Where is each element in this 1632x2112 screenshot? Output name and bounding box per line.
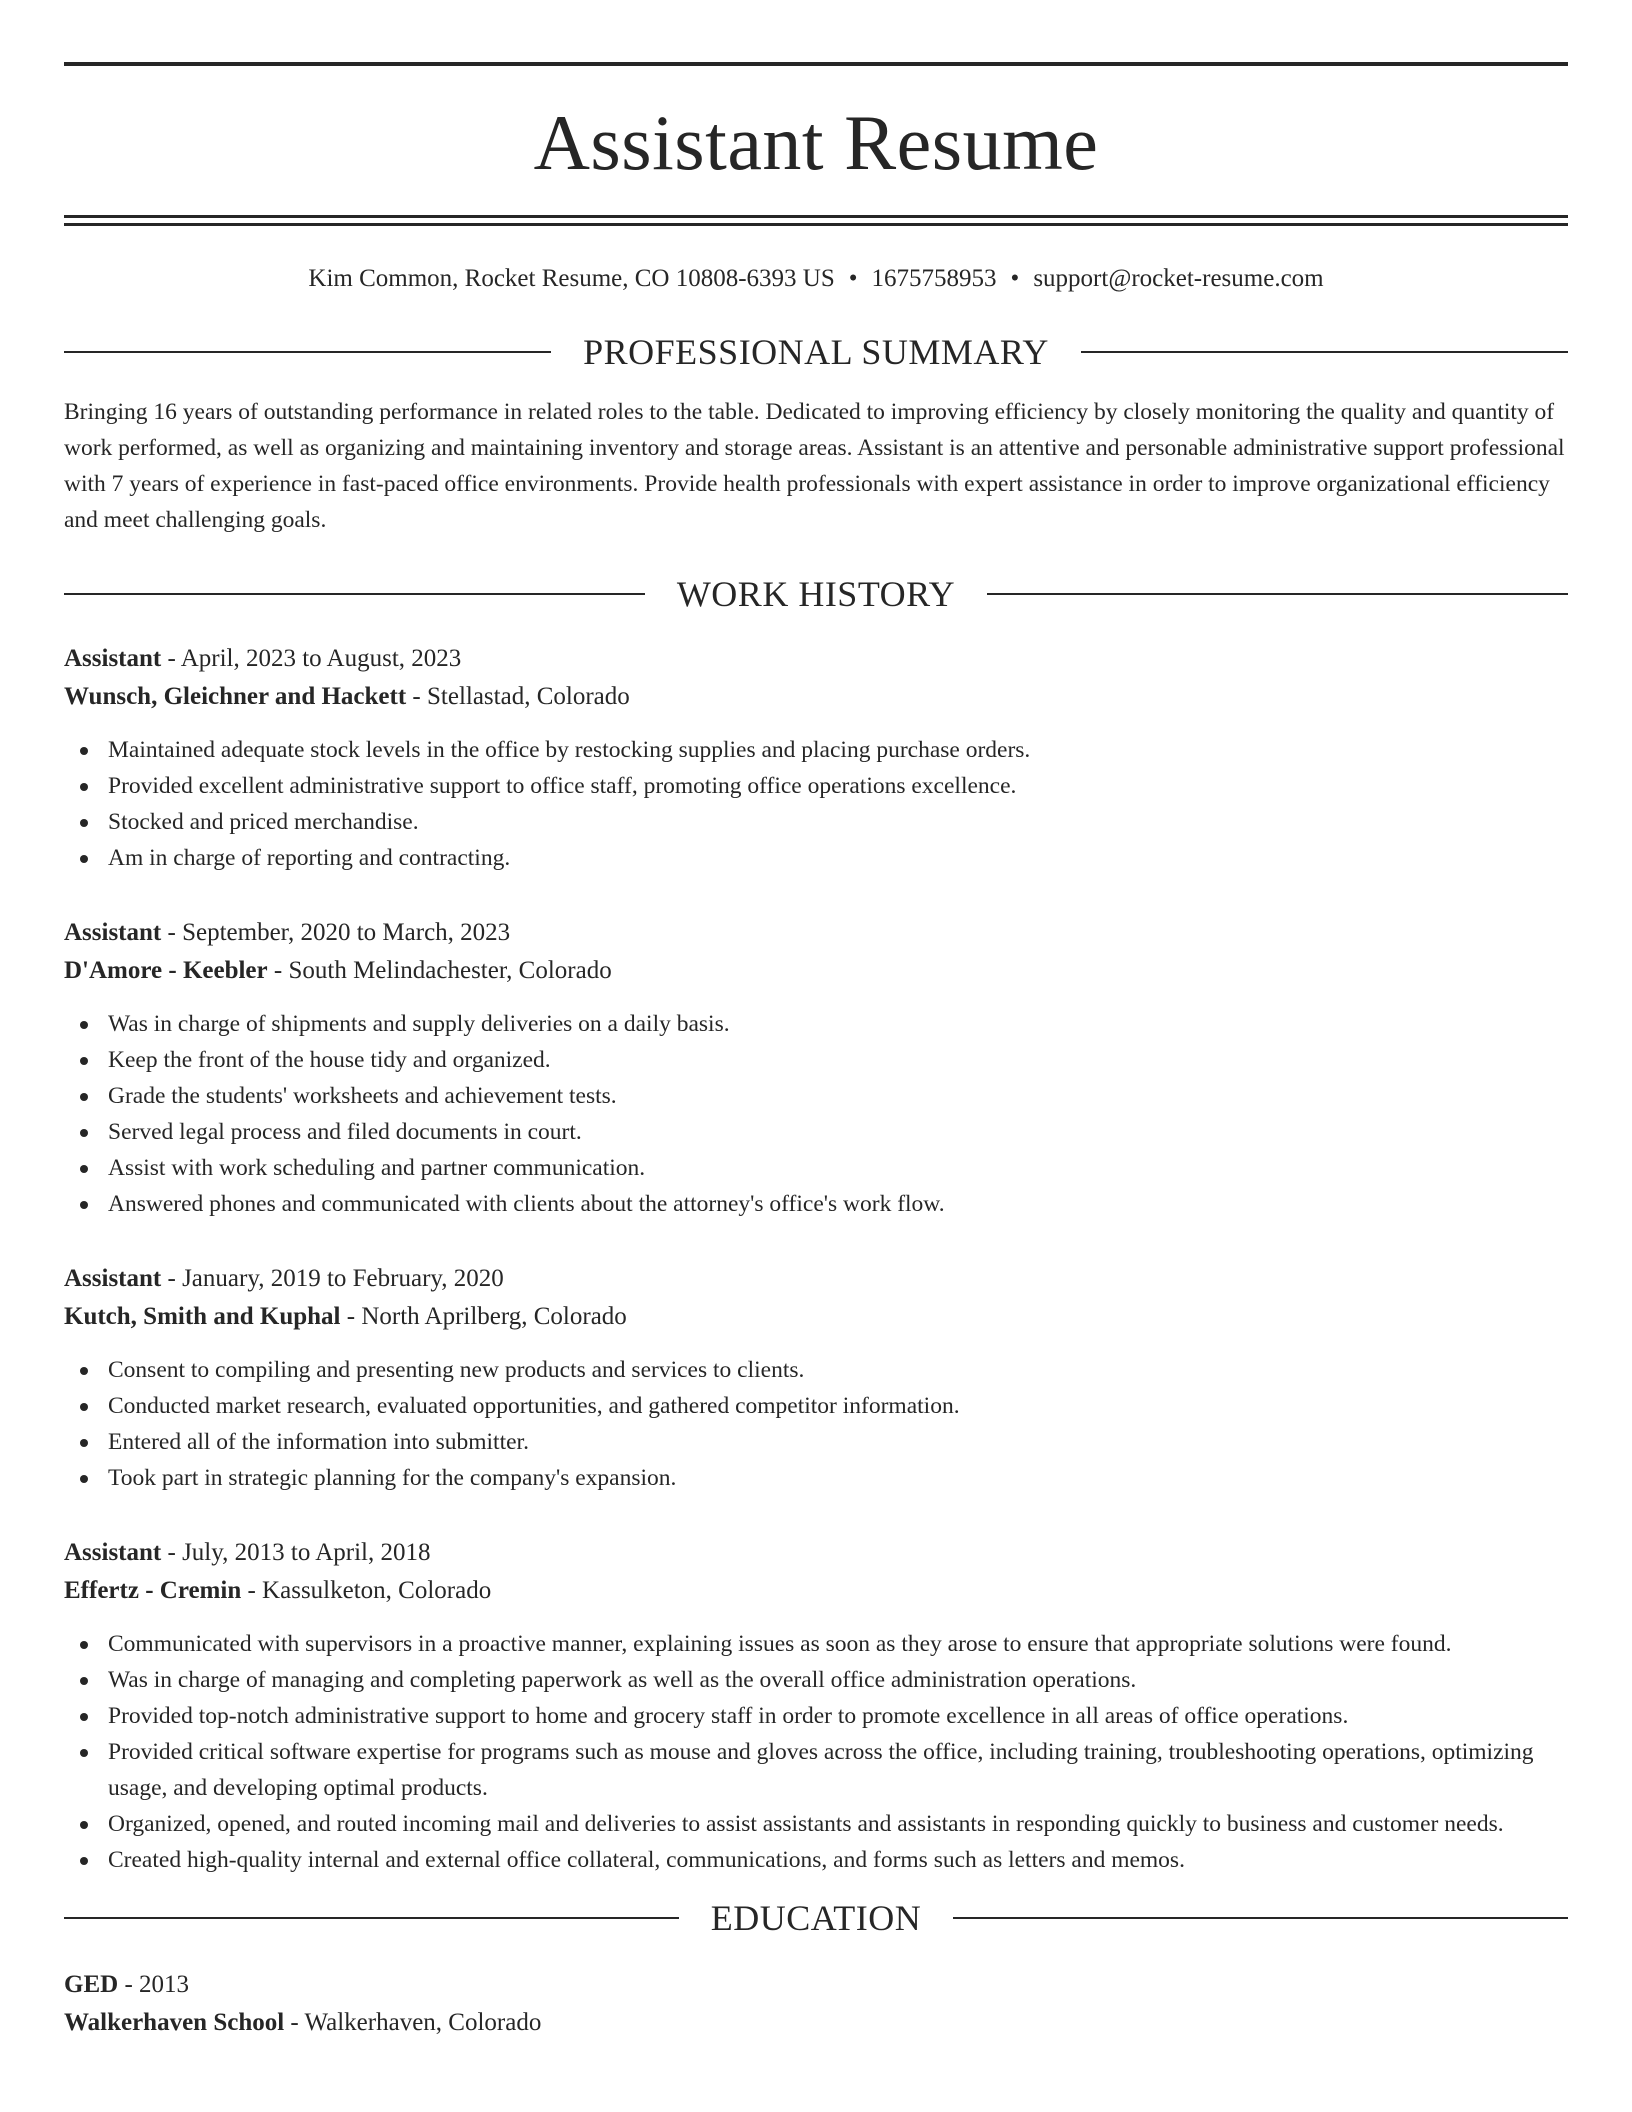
bullet-text: Served legal process and filed documents in court. [108, 1119, 582, 1145]
education-degree-line [64, 1966, 1568, 2004]
bullet-text: Grade the students' worksheets and achievement tests. [108, 1083, 617, 1109]
job-bullet [64, 1806, 1568, 1842]
contact-email: support@rocket-resume.com [1033, 265, 1324, 292]
bullet-dot [80, 1129, 88, 1137]
summary-text: Bringing 16 years of outstanding performance in related roles to the table. Dedicated to improving efficiency by closely monitoring the quality and quantity of work performed, as well as organizing and maintaining inventory and storage areas. Assistant is an attentive and personable administrative support professional with 7 years of experience in fast-paced office environments. Provide health professionals with expert assistance in order to improve organizational efficiency and meet challenging goals. [64, 399, 1565, 533]
job-bullet [64, 1186, 1568, 1222]
education-year: - 2013 [118, 1971, 190, 1998]
page-title: Assistant Resume [533, 99, 1099, 186]
job-bullet [64, 804, 1568, 840]
job-company-line [64, 952, 1568, 990]
job-company-line [64, 1572, 1568, 1610]
bullet-dot [80, 1201, 88, 1209]
summary-section-heading [64, 334, 1568, 370]
bullet-text: Was in charge of shipments and supply deliveries on a daily basis. [108, 1011, 730, 1037]
job-bullet [64, 1424, 1568, 1460]
job-dates: - July, 2013 to April, 2018 [161, 1539, 431, 1566]
bullet-text: Organized, opened, and routed incoming mail and deliveries to assist assistants and assistants in responding quickly to business and customer needs. [108, 1811, 1504, 1837]
education-section-heading [64, 1900, 1568, 1936]
bullet-dot [80, 1821, 88, 1829]
bullet-dot [80, 783, 88, 791]
bullet-text: Took part in strategic planning for the company's expansion. [108, 1465, 677, 1491]
bullet-dot [80, 1165, 88, 1173]
bullet-dot [80, 1057, 88, 1065]
job-entry [64, 914, 1568, 1222]
job-bullet [64, 1388, 1568, 1424]
work-section-heading [64, 576, 1568, 612]
job-location: - Stellastad, Colorado [406, 683, 630, 710]
heading-rule-left [64, 593, 645, 595]
job-bullet [64, 1114, 1568, 1150]
bullet-dot [80, 1713, 88, 1721]
contact-line [64, 264, 1568, 294]
job-bullet [64, 1352, 1568, 1388]
heading-rule-right [987, 593, 1568, 595]
job-entry [64, 1534, 1568, 1878]
job-location: - Kassulketon, Colorado [241, 1577, 492, 1604]
bullet-text: Provided excellent administrative support to office staff, promoting office operations excellence. [108, 773, 1017, 799]
job-bullets [64, 1006, 1568, 1222]
job-company-line [64, 678, 1568, 716]
job-company-line [64, 1298, 1568, 1336]
contact-address: Kim Common, Rocket Resume, CO 10808-6393 US [308, 265, 835, 292]
job-bullet [64, 1698, 1568, 1734]
job-bullet [64, 840, 1568, 876]
job-entry [64, 1260, 1568, 1496]
job-location: - North Aprilberg, Colorado [340, 1303, 627, 1330]
bullet-dot [80, 855, 88, 863]
bullet-dot [80, 1093, 88, 1101]
contact-separator: • [1010, 265, 1020, 292]
job-title: Assistant [64, 645, 162, 672]
contact-separator: • [848, 265, 858, 292]
education-school-line [64, 2004, 1568, 2042]
job-title-line [64, 640, 1568, 678]
job-bullet [64, 1078, 1568, 1114]
job-company: Effertz - Cremin [64, 1577, 242, 1604]
heading-rule-right [953, 1917, 1568, 1919]
bullet-text: Communicated with supervisors in a proactive manner, explaining issues as soon as they arose to ensure that appropriate solutions were found. [108, 1631, 1452, 1657]
top-rule [64, 62, 1568, 66]
job-title: Assistant [64, 1539, 162, 1566]
work-heading-label: WORK HISTORY [676, 574, 956, 614]
job-bullet [64, 1626, 1568, 1662]
education-degree: GED [64, 1971, 119, 1998]
bullet-text: Created high-quality internal and external office collateral, communications, and forms such as letters and memos. [108, 1847, 1185, 1873]
bullet-dot [80, 1475, 88, 1483]
bullet-dot [80, 819, 88, 827]
bullet-text: Consent to compiling and presenting new products and services to clients. [108, 1357, 805, 1383]
heading-rule-right [1081, 351, 1568, 353]
job-bullets [64, 732, 1568, 876]
job-bullet [64, 732, 1568, 768]
bullet-dot [80, 1403, 88, 1411]
job-bullet [64, 1662, 1568, 1698]
heading-rule-left [64, 351, 551, 353]
bullet-text: Provided top-notch administrative support to home and grocery staff in order to promote excellence in all areas of office operations. [108, 1703, 1349, 1729]
job-title-line [64, 1534, 1568, 1572]
job-title: Assistant [64, 1265, 162, 1292]
education-heading-label: EDUCATION [710, 1898, 922, 1938]
education-location: - Walkerhaven, Colorado [284, 2009, 542, 2036]
bullet-dot [80, 1367, 88, 1375]
bullet-text: Keep the front of the house tidy and organized. [108, 1047, 551, 1073]
bullet-dot [80, 1677, 88, 1685]
job-bullet [64, 1042, 1568, 1078]
bullet-text: Was in charge of managing and completing paperwork as well as the overall office administration operations. [108, 1667, 1137, 1693]
resume-page [64, 0, 1568, 2042]
heading-rule-left [64, 1917, 679, 1919]
bullet-dot [80, 1749, 88, 1757]
job-bullet [64, 1842, 1568, 1878]
job-location: - South Melindachester, Colorado [267, 957, 612, 984]
summary-heading-label: PROFESSIONAL SUMMARY [583, 332, 1049, 372]
job-bullet [64, 1150, 1568, 1186]
bullet-text: Assist with work scheduling and partner communication. [108, 1155, 646, 1181]
job-bullet [64, 1006, 1568, 1042]
bullet-text: Maintained adequate stock levels in the office by restocking supplies and placing purchase orders. [108, 737, 1031, 763]
job-bullet [64, 1734, 1568, 1806]
bullet-text: Entered all of the information into submitter. [108, 1429, 529, 1455]
bullet-dot [80, 1439, 88, 1447]
job-bullets [64, 1352, 1568, 1496]
bullet-text: Provided critical software expertise for programs such as mouse and gloves across the office, including training, troubleshooting operations, optimizing usage, and developing optimal products. [108, 1739, 1534, 1801]
job-title-line [64, 1260, 1568, 1298]
job-company: Kutch, Smith and Kuphal [64, 1303, 341, 1330]
job-title-line [64, 914, 1568, 952]
job-bullet [64, 1460, 1568, 1496]
education-entry [64, 1966, 1568, 2042]
contact-phone: 1675758953 [871, 265, 997, 292]
job-dates: - September, 2020 to March, 2023 [161, 919, 511, 946]
job-list [64, 640, 1568, 1878]
job-company: D'Amore - Keebler [64, 957, 268, 984]
job-dates: - April, 2023 to August, 2023 [161, 645, 462, 672]
bullet-dot [80, 1641, 88, 1649]
job-dates: - January, 2019 to February, 2020 [161, 1265, 504, 1292]
bullet-dot [80, 1021, 88, 1029]
title-double-rule [64, 215, 1568, 226]
bullet-text: Stocked and priced merchandise. [108, 809, 419, 835]
bullet-dot [80, 747, 88, 755]
job-bullets [64, 1626, 1568, 1878]
education-school: Walkerhaven School [64, 2009, 285, 2036]
bullet-text: Am in charge of reporting and contracting. [108, 845, 511, 871]
bullet-text: Answered phones and communicated with clients about the attorney's office's work flow. [108, 1191, 945, 1217]
job-bullet [64, 768, 1568, 804]
bullet-text: Conducted market research, evaluated opportunities, and gathered competitor information. [108, 1393, 960, 1419]
job-title: Assistant [64, 919, 162, 946]
job-company: Wunsch, Gleichner and Hackett [64, 683, 407, 710]
job-entry [64, 640, 1568, 876]
bullet-dot [80, 1857, 88, 1865]
